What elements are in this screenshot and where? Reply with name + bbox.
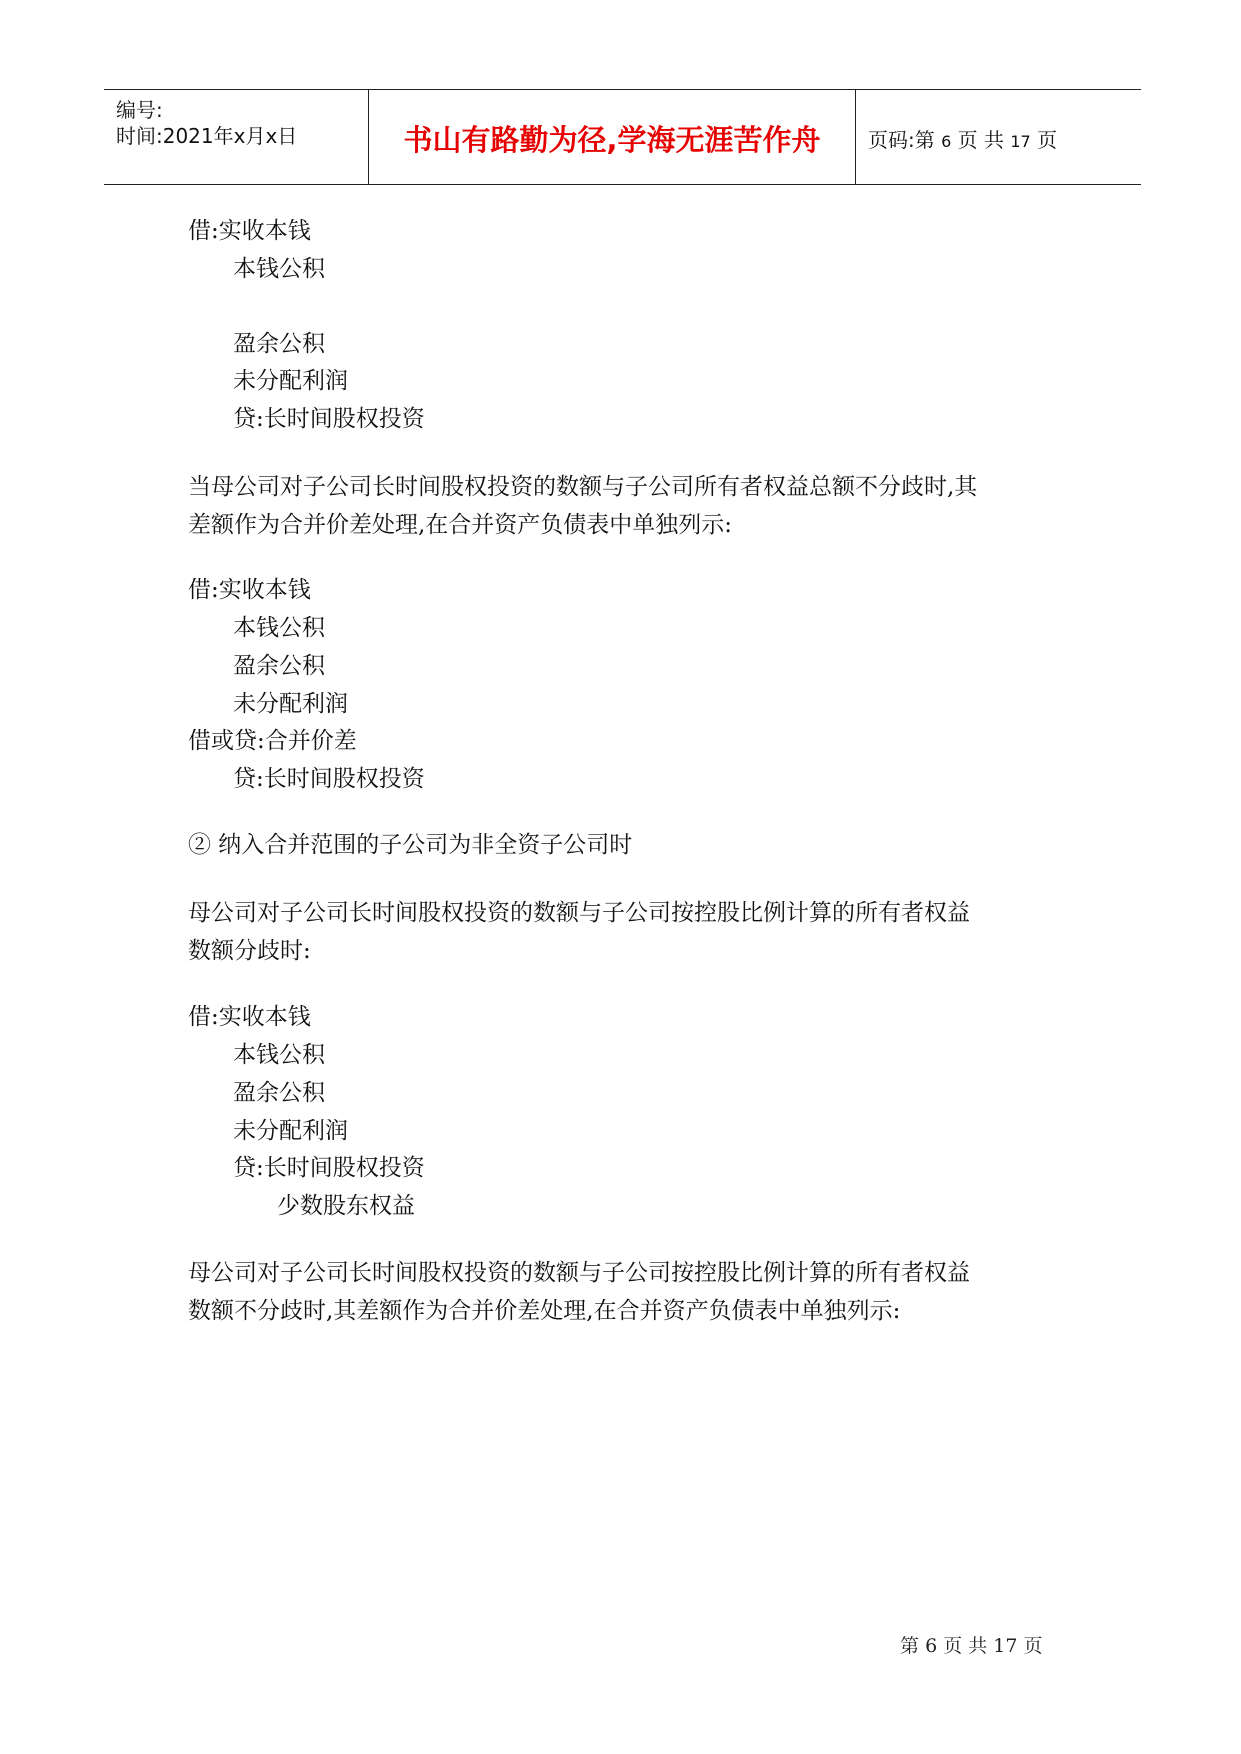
footer-current: 6 xyxy=(925,1635,938,1657)
paragraph-line: 差额作为合并价差处理,在合并资产负债表中单独列示: xyxy=(188,512,733,538)
entry3-item: 未分配利润 xyxy=(233,1118,348,1144)
motto: 书山有路勤为径,学海无涯苦作舟 xyxy=(403,123,821,157)
page-suffix: 页 xyxy=(1037,128,1058,152)
paragraph-line: 数额不分歧时,其差额作为合并价差处理,在合并资产负债表中单独列示: xyxy=(188,1298,901,1324)
entry1-debit: 借:实收本钱 xyxy=(188,218,311,244)
header-motto-cell xyxy=(369,90,856,184)
entry2-item: 本钱公积 xyxy=(233,615,325,641)
entry2-item: 未分配利润 xyxy=(233,691,348,717)
entry3-credit: 贷:长时间股权投资 xyxy=(233,1155,425,1181)
entry3-debit: 借:实收本钱 xyxy=(188,1004,311,1030)
entry2-debit: 借:实收本钱 xyxy=(188,577,311,603)
document-header xyxy=(104,89,1141,185)
entry2-item: 盈余公积 xyxy=(233,653,325,679)
entry3-item: 盈余公积 xyxy=(233,1080,325,1106)
entry3-credit-item: 少数股东权益 xyxy=(277,1193,415,1219)
paragraph-line: 当母公司对子公司长时间股权投资的数额与子公司所有者权益总额不分歧时,其 xyxy=(188,474,978,500)
page-mid: 页 共 xyxy=(957,128,1005,152)
footer-prefix: 第 xyxy=(900,1635,920,1657)
footer-mid: 页 共 xyxy=(943,1635,988,1657)
page-footer xyxy=(900,1631,1043,1658)
entry1-item: 未分配利润 xyxy=(233,368,348,394)
page-total: 17 xyxy=(1010,132,1031,151)
entry1-item: 盈余公积 xyxy=(233,331,325,357)
page-current: 6 xyxy=(941,132,952,151)
header-meta-cell xyxy=(104,90,369,184)
entry2-debit-or-credit: 借或贷:合并价差 xyxy=(188,728,357,754)
page-prefix: 页码:第 xyxy=(868,128,935,152)
paragraph-line: 母公司对子公司长时间股权投资的数额与子公司按控股比例计算的所有者权益 xyxy=(188,900,970,926)
section-heading: ② 纳入合并范围的子公司为非全资子公司时 xyxy=(188,832,633,858)
paragraph-line: 母公司对子公司长时间股权投资的数额与子公司按控股比例计算的所有者权益 xyxy=(188,1260,970,1286)
footer-suffix: 页 xyxy=(1023,1635,1043,1657)
entry1-credit: 贷:长时间股权投资 xyxy=(233,406,425,432)
time-label: 时间:2021年x月x日 xyxy=(116,124,298,148)
header-page-info xyxy=(868,124,1057,153)
footer-total: 17 xyxy=(993,1635,1018,1657)
header-page-cell xyxy=(856,90,1141,184)
paragraph-line: 数额分歧时: xyxy=(188,938,311,964)
number-label: 编号: xyxy=(116,98,163,122)
entry3-item: 本钱公积 xyxy=(233,1042,325,1068)
entry1-item: 本钱公积 xyxy=(233,256,325,282)
entry2-credit: 贷:长时间股权投资 xyxy=(233,766,425,792)
